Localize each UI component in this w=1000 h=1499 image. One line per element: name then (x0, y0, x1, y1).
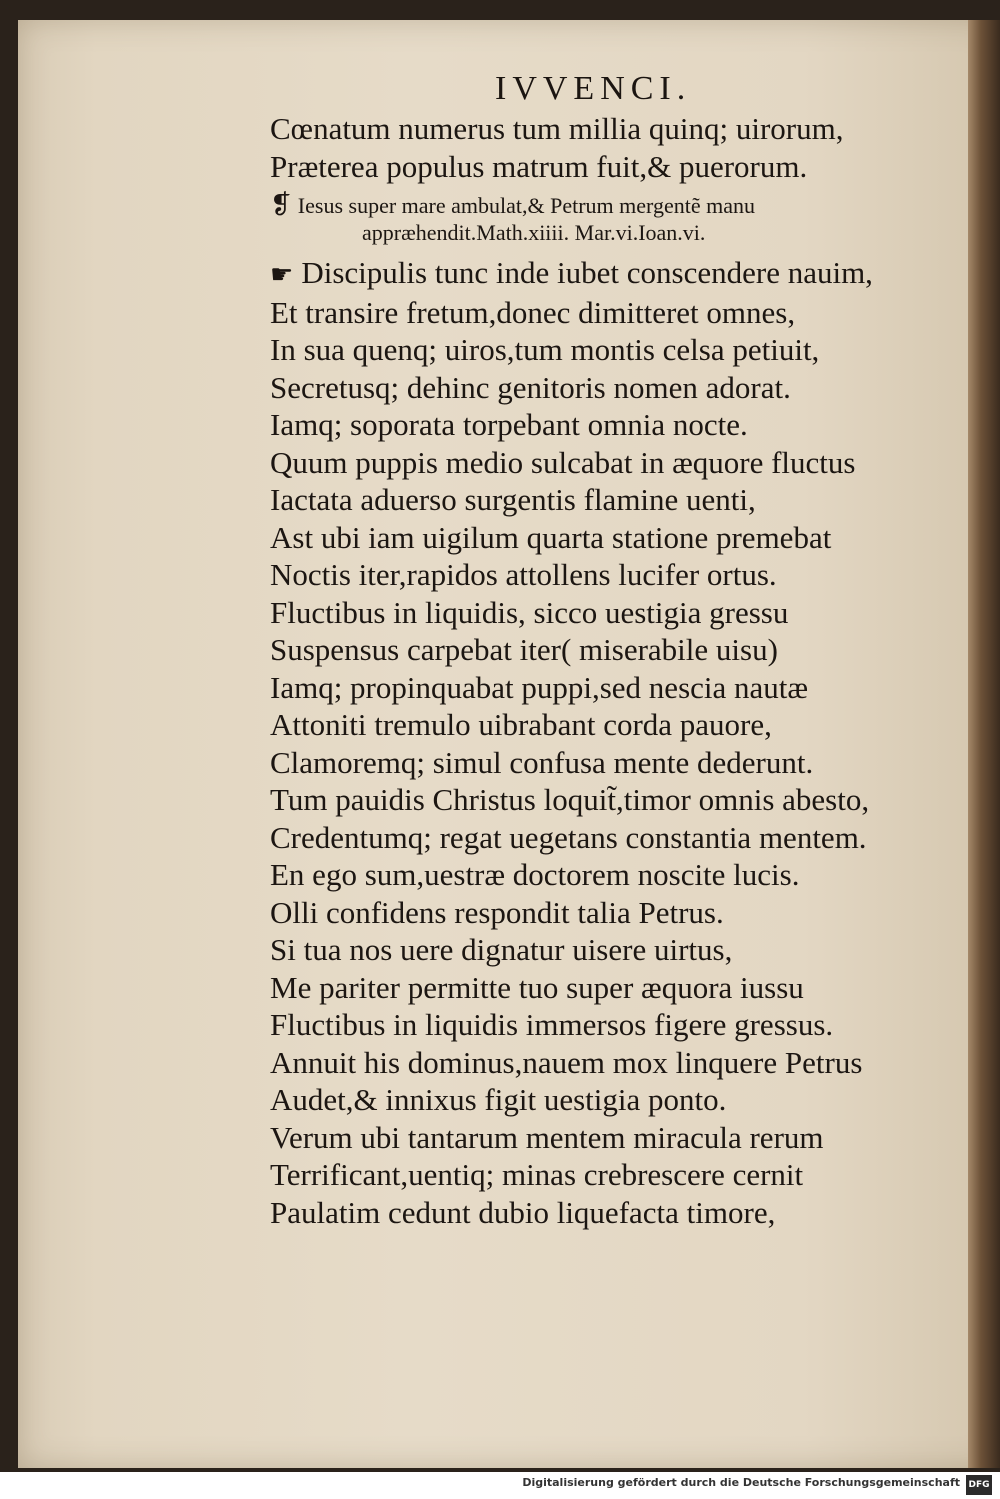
verse-line (270, 631, 960, 669)
verse-line (270, 110, 960, 148)
verse-line-text: In sua quenq; uiros,tum montis celsa petiuit, (270, 332, 820, 367)
verse-line-text: Cœnatum numerus tum millia quinq; uirorum, (270, 111, 844, 146)
verse-line-text: Iactata aduerso surgentis flamine uenti, (270, 482, 756, 517)
verse-line-text: Clamoremq; simul confusa mente dederunt. (270, 744, 814, 780)
verse-line (270, 1081, 960, 1119)
verse-line (270, 1119, 960, 1157)
verse-line (270, 669, 960, 707)
verse-line (270, 556, 960, 594)
verse-line (270, 894, 960, 932)
verse-line-text: Tum pauidis Christus loquit̃,timor omnis abesto, (270, 782, 870, 817)
verse-line (270, 781, 960, 819)
verse-line (270, 1006, 960, 1044)
verse-line (270, 856, 960, 894)
verse-line-text: Iamq; soporata torpebant omnia nocte. (270, 407, 748, 442)
verse-line (270, 1156, 960, 1194)
verse-line (270, 969, 960, 1007)
chapter-rubric (270, 191, 960, 246)
verse-line-text: Fluctibus in liquidis immersos figere gressus. (270, 1007, 834, 1042)
verse-line (270, 819, 960, 857)
verse-line (270, 481, 960, 519)
verse-line-text: Me pariter permitte tuo super æquora iussu (270, 969, 804, 1005)
page-gutter (968, 20, 1000, 1468)
verse-line (270, 1194, 960, 1232)
verse-line (270, 369, 960, 407)
rubric-line-1: Iesus super mare ambulat,& Petrum mergentẽ manu (297, 193, 755, 218)
verse-group-after-rubric (270, 254, 960, 1231)
verse-line-text: En ego sum,uestræ doctorem noscite lucis. (270, 857, 800, 892)
verse-line-text: Olli confidens respondit talia Petrus. (270, 894, 724, 930)
verse-line-text: Noctis iter,rapidos attollens lucifer ortus. (270, 557, 777, 592)
verse-line-text: Fluctibus in liquidis, sicco uestigia gressu (270, 594, 789, 630)
verse-line (270, 406, 960, 444)
verse-line-text: Terrificant,uentiq; minas crebrescere cernit (270, 1157, 804, 1192)
verse-line (270, 706, 960, 744)
verse-line (270, 294, 960, 332)
verse-line-text: Ast ubi iam uigilum quarta statione premebat (270, 519, 832, 555)
verse-line-text: Quum puppis medio sulcabat in æquore fluctus (270, 444, 856, 480)
verse-line-text: Audet,& innixus figit uestigia ponto. (270, 1082, 727, 1117)
verse-group-before-rubric (270, 110, 960, 185)
footer-bar (0, 1472, 1000, 1499)
verse-line (270, 254, 960, 294)
verse-line-text: Attoniti tremulo uibrabant corda pauore, (270, 707, 772, 742)
verse-line (270, 594, 960, 632)
verse-line (270, 931, 960, 969)
verse-line-text: Si tua nos uere dignatur uisere uirtus, (270, 932, 733, 967)
verse-line-text: Et transire fretum,donec dimitteret omnes, (270, 294, 796, 330)
rubric-line-2: appræhendit.Math.xiiii. Mar.vi.Ioan.vi. (362, 220, 706, 245)
pilcrow-icon: ❡ (270, 190, 292, 219)
verse-line-text: Suspensus carpebat iter( miserabile uisu) (270, 632, 778, 667)
verse-line-text: Paulatim cedunt dubio liquefacta timore, (270, 1194, 776, 1230)
verse-line (270, 519, 960, 557)
verse-line (270, 331, 960, 369)
verse-line-text: Præterea populus matrum fuit,& puerorum. (270, 148, 808, 184)
funding-credit: Digitalisierung gefördert durch die Deutsche Forschungsgemeinschaft (522, 1476, 960, 1489)
verse-line (270, 148, 960, 186)
verse-line (270, 744, 960, 782)
verse-line-text: Verum ubi tantarum mentem miracula rerum (270, 1119, 824, 1155)
verse-line-text: Credentumq; regat uegetans constantia mentem. (270, 819, 867, 855)
verse-line (270, 1044, 960, 1082)
verse-line-text: Secretusq; dehinc genitoris nomen adorat. (270, 369, 791, 405)
running-head: IVVENCI. (495, 70, 692, 107)
verse-line-text: Annuit his dominus,nauem mox linquere Petrus (270, 1044, 863, 1080)
verse-line-text: Iamq; propinquabat puppi,sed nescia nautæ (270, 669, 809, 705)
verse-line-text: Discipulis tunc inde iubet conscendere nauim, (301, 255, 873, 290)
manicule-icon: ☛ (270, 260, 294, 289)
verse-text-block (270, 110, 960, 1231)
dfg-logo: DFG (966, 1475, 992, 1495)
verse-line (270, 444, 960, 482)
